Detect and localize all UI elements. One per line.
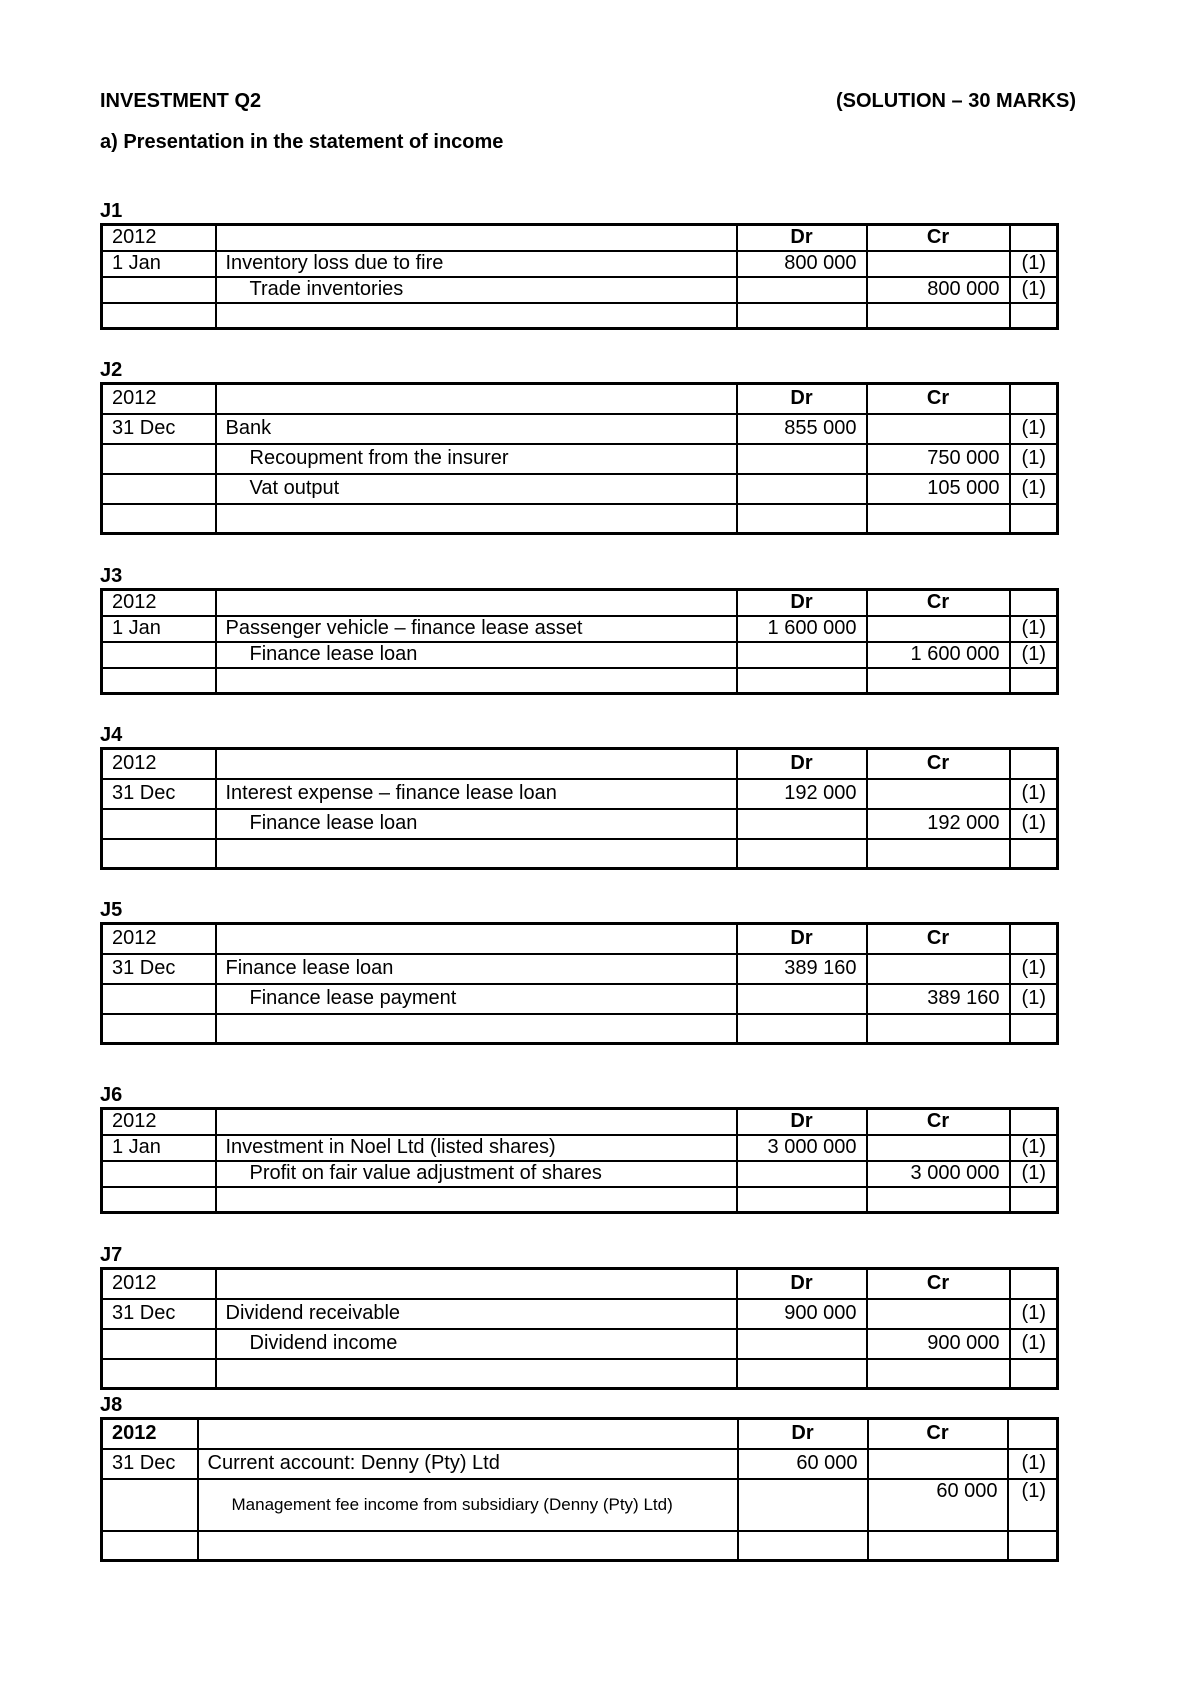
credit-header: Cr: [867, 924, 1010, 954]
credit-cell: 800 000: [867, 277, 1010, 303]
table-row: [102, 251, 1058, 277]
year-cell: 2012: [102, 1109, 216, 1135]
debit-cell: 192 000: [737, 779, 867, 809]
debit-header: Dr: [737, 1109, 867, 1135]
mark-cell: (1): [1010, 1299, 1058, 1329]
account-cell: Finance lease loan: [216, 809, 737, 839]
account-cell: Dividend receivable: [216, 1299, 737, 1329]
date-cell: [102, 984, 216, 1014]
account-cell: Current account: Denny (Pty) Ltd: [198, 1449, 738, 1479]
mark-cell: (1): [1010, 1329, 1058, 1359]
date-cell: [102, 444, 216, 474]
empty-row: [102, 1359, 1058, 1389]
account-text: Management fee income from subsidiary (Denny (Pty) Ltd): [231, 1494, 673, 1514]
credit-header: Cr: [867, 384, 1010, 414]
journal-entry-j8: [100, 1393, 1056, 1562]
account-cell: Inventory loss due to fire: [216, 251, 737, 277]
table-row: [102, 277, 1058, 303]
year-cell: 2012: [102, 749, 216, 779]
credit-cell: [867, 1135, 1010, 1161]
debit-header: Dr: [738, 1419, 868, 1449]
journal-table: [100, 382, 1059, 535]
mark-cell: (1): [1010, 984, 1058, 1014]
journal-entry-j1: [100, 199, 1056, 330]
credit-cell: [867, 779, 1010, 809]
journal-table: [100, 588, 1059, 695]
date-cell: [102, 1479, 198, 1531]
debit-cell: [737, 444, 867, 474]
table-row: [102, 474, 1058, 504]
credit-cell: [867, 954, 1010, 984]
account-cell: Passenger vehicle – finance lease asset: [216, 616, 737, 642]
mark-cell: (1): [1010, 1161, 1058, 1187]
debit-cell: [737, 277, 867, 303]
credit-cell: [867, 414, 1010, 444]
debit-cell: [737, 1329, 867, 1359]
credit-cell: 60 000: [868, 1479, 1008, 1531]
debit-cell: [737, 809, 867, 839]
journal-label: J1: [100, 200, 123, 222]
mark-cell: (1): [1010, 414, 1058, 444]
empty-row: [102, 839, 1058, 869]
table-row: [102, 779, 1058, 809]
debit-cell: [737, 1161, 867, 1187]
table-row: [102, 616, 1058, 642]
journal-table: [100, 1417, 1059, 1562]
empty-row: [102, 1014, 1058, 1044]
journal-entry-j5: [100, 898, 1056, 1045]
debit-header: Dr: [737, 1269, 867, 1299]
journal-entry-j4: [100, 723, 1056, 870]
debit-cell: [737, 474, 867, 504]
empty-row: [102, 1531, 1058, 1561]
debit-cell: 800 000: [737, 251, 867, 277]
credit-cell: 105 000: [867, 474, 1010, 504]
date-cell: 31 Dec: [102, 1299, 216, 1329]
credit-cell: [868, 1449, 1008, 1479]
mark-cell: (1): [1010, 251, 1058, 277]
journal-table: [100, 223, 1059, 330]
mark-cell: (1): [1010, 809, 1058, 839]
mark-cell: (1): [1010, 642, 1058, 668]
table-row: [102, 642, 1058, 668]
journal-table: [100, 922, 1059, 1045]
mark-cell: (1): [1010, 954, 1058, 984]
credit-header: Cr: [867, 1269, 1010, 1299]
table-row: [102, 1449, 1058, 1479]
year-cell: 2012: [102, 1419, 198, 1449]
debit-header: Dr: [737, 384, 867, 414]
table-row: [102, 954, 1058, 984]
account-cell: Recoupment from the insurer: [216, 444, 737, 474]
debit-header: Dr: [737, 749, 867, 779]
debit-header: Dr: [737, 225, 867, 251]
debit-cell: 389 160: [737, 954, 867, 984]
credit-cell: 192 000: [867, 809, 1010, 839]
debit-cell: [738, 1479, 868, 1531]
mark-cell: (1): [1010, 277, 1058, 303]
journal-label: J3: [100, 565, 123, 587]
credit-cell: [867, 251, 1010, 277]
account-cell: Finance lease payment: [216, 984, 737, 1014]
journal-entry-j2: [100, 358, 1056, 535]
document-title: INVESTMENT Q2: [100, 90, 262, 112]
empty-row: [102, 668, 1058, 694]
mark-cell: (1): [1010, 616, 1058, 642]
date-cell: 31 Dec: [102, 1449, 198, 1479]
table-row: [102, 1329, 1058, 1359]
mark-cell: (1): [1008, 1479, 1058, 1531]
journal-entry-j7: [100, 1243, 1056, 1390]
empty-row: [102, 504, 1058, 534]
date-cell: 31 Dec: [102, 954, 216, 984]
debit-cell: 900 000: [737, 1299, 867, 1329]
date-cell: 1 Jan: [102, 251, 216, 277]
journal-table: [100, 1107, 1059, 1214]
account-cell: Interest expense – finance lease loan: [216, 779, 737, 809]
debit-cell: 60 000: [738, 1449, 868, 1479]
table-row: [102, 809, 1058, 839]
table-row: [102, 444, 1058, 474]
journal-entry-j3: [100, 564, 1056, 695]
account-cell: Investment in Noel Ltd (listed shares): [216, 1135, 737, 1161]
date-cell: 31 Dec: [102, 779, 216, 809]
mark-cell: (1): [1010, 1135, 1058, 1161]
mark-cell: (1): [1010, 444, 1058, 474]
credit-header: Cr: [868, 1419, 1008, 1449]
empty-row: [102, 303, 1058, 329]
credit-cell: 900 000: [867, 1329, 1010, 1359]
account-cell: Bank: [216, 414, 737, 444]
debit-cell: 855 000: [737, 414, 867, 444]
credit-cell: 1 600 000: [867, 642, 1010, 668]
date-cell: [102, 1329, 216, 1359]
table-row: [102, 414, 1058, 444]
debit-cell: [737, 642, 867, 668]
journal-label: J2: [100, 359, 123, 381]
journal-entry-j6: [100, 1083, 1056, 1214]
account-cell: [198, 1479, 738, 1531]
table-row: [102, 984, 1058, 1014]
date-cell: [102, 809, 216, 839]
credit-cell: 3 000 000: [867, 1161, 1010, 1187]
account-cell: Profit on fair value adjustment of shares: [216, 1161, 737, 1187]
account-cell: Finance lease loan: [216, 642, 737, 668]
empty-row: [102, 1187, 1058, 1213]
journal-label: J5: [100, 899, 123, 921]
section-heading: a) Presentation in the statement of income: [100, 131, 504, 153]
date-cell: 1 Jan: [102, 616, 216, 642]
debit-cell: 3 000 000: [737, 1135, 867, 1161]
credit-cell: [867, 616, 1010, 642]
date-cell: [102, 277, 216, 303]
table-row: [102, 1135, 1058, 1161]
journal-label: J7: [100, 1244, 123, 1266]
account-cell: Trade inventories: [216, 277, 737, 303]
credit-cell: [867, 1299, 1010, 1329]
journal-label: J4: [100, 724, 123, 746]
credit-cell: 389 160: [867, 984, 1010, 1014]
account-cell: Dividend income: [216, 1329, 737, 1359]
credit-header: Cr: [867, 590, 1010, 616]
year-cell: 2012: [102, 225, 216, 251]
credit-header: Cr: [867, 749, 1010, 779]
debit-header: Dr: [737, 590, 867, 616]
journal-table: [100, 747, 1059, 870]
debit-header: Dr: [737, 924, 867, 954]
credit-cell: 750 000: [867, 444, 1010, 474]
year-cell: 2012: [102, 1269, 216, 1299]
journal-label: J8: [100, 1394, 123, 1416]
solution-marks: (SOLUTION – 30 MARKS): [835, 90, 1076, 112]
account-cell: Finance lease loan: [216, 954, 737, 984]
year-cell: 2012: [102, 590, 216, 616]
table-row: [102, 1479, 1058, 1531]
date-cell: 1 Jan: [102, 1135, 216, 1161]
journal-table: [100, 1267, 1059, 1390]
date-cell: [102, 1161, 216, 1187]
table-row: [102, 1161, 1058, 1187]
credit-header: Cr: [867, 1109, 1010, 1135]
mark-cell: (1): [1010, 779, 1058, 809]
year-cell: 2012: [102, 384, 216, 414]
debit-cell: 1 600 000: [737, 616, 867, 642]
year-cell: 2012: [102, 924, 216, 954]
account-cell: Vat output: [216, 474, 737, 504]
date-cell: 31 Dec: [102, 414, 216, 444]
debit-cell: [737, 984, 867, 1014]
date-cell: [102, 474, 216, 504]
journal-label: J6: [100, 1084, 123, 1106]
credit-header: Cr: [867, 225, 1010, 251]
table-row: [102, 1299, 1058, 1329]
date-cell: [102, 642, 216, 668]
mark-cell: (1): [1008, 1449, 1058, 1479]
mark-cell: (1): [1010, 474, 1058, 504]
